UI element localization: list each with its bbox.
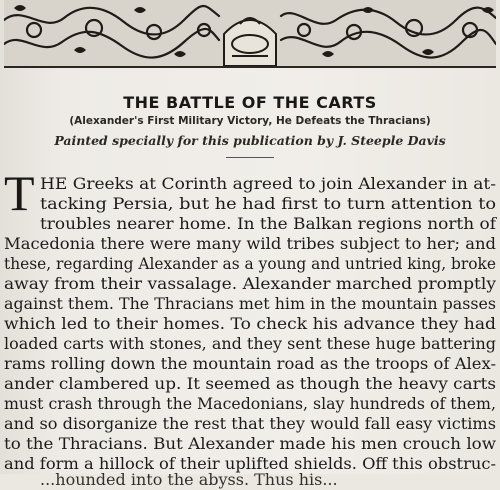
body-line: rams rolling down the mountain road as the troops of Alex-: [4, 354, 496, 373]
body-line: and so disorganize the rest that they would fall easy victims: [4, 414, 496, 433]
body-line: troubles nearer home. In the Balkan regions north of: [40, 214, 496, 233]
body-line: ander clambered up. It seemed as though the heavy carts: [4, 374, 496, 393]
drop-cap: T: [4, 165, 35, 221]
article-credit: Painted specially for this publication by J. Steeple Davis: [54, 133, 446, 148]
article-subtitle: (Alexander's First Military Victory, He Defeats the Thracians): [69, 115, 431, 127]
body-line: these, regarding Alexander as a young and untried king, broke: [4, 254, 496, 273]
body-line: Macedonia there were many wild tribes subject to her; and: [4, 234, 497, 253]
body-line: which led to their homes. To check his advance they had: [4, 314, 496, 333]
body-line: must crash through the Macedonians, slay hundreds of them,: [4, 394, 496, 413]
body-line: and form a hillock of their uplifted shields. Off this obstruc-: [4, 454, 496, 473]
body-line: away from their vassalage. Alexander marched promptly: [4, 274, 497, 293]
body-line: HE Greeks at Corinth agreed to join Alexander in at-: [40, 174, 496, 193]
body-line: against them. The Thracians met him in the mountain passes: [4, 294, 496, 313]
title-divider: [226, 157, 274, 158]
article-title: THE BATTLE OF THE CARTS: [123, 93, 377, 112]
body-line-cut-off: ...hounded into the abyss. Thus his...: [40, 470, 338, 489]
header-rule: [4, 66, 496, 68]
body-line: loaded carts with stones, and they sent these huge battering: [4, 334, 496, 353]
body-line: to the Thracians. But Alexander made his men crouch low: [4, 434, 496, 453]
body-line: tacking Persia, but he had first to turn attention to: [40, 194, 496, 213]
decorative-header-ornament: [4, 0, 496, 66]
